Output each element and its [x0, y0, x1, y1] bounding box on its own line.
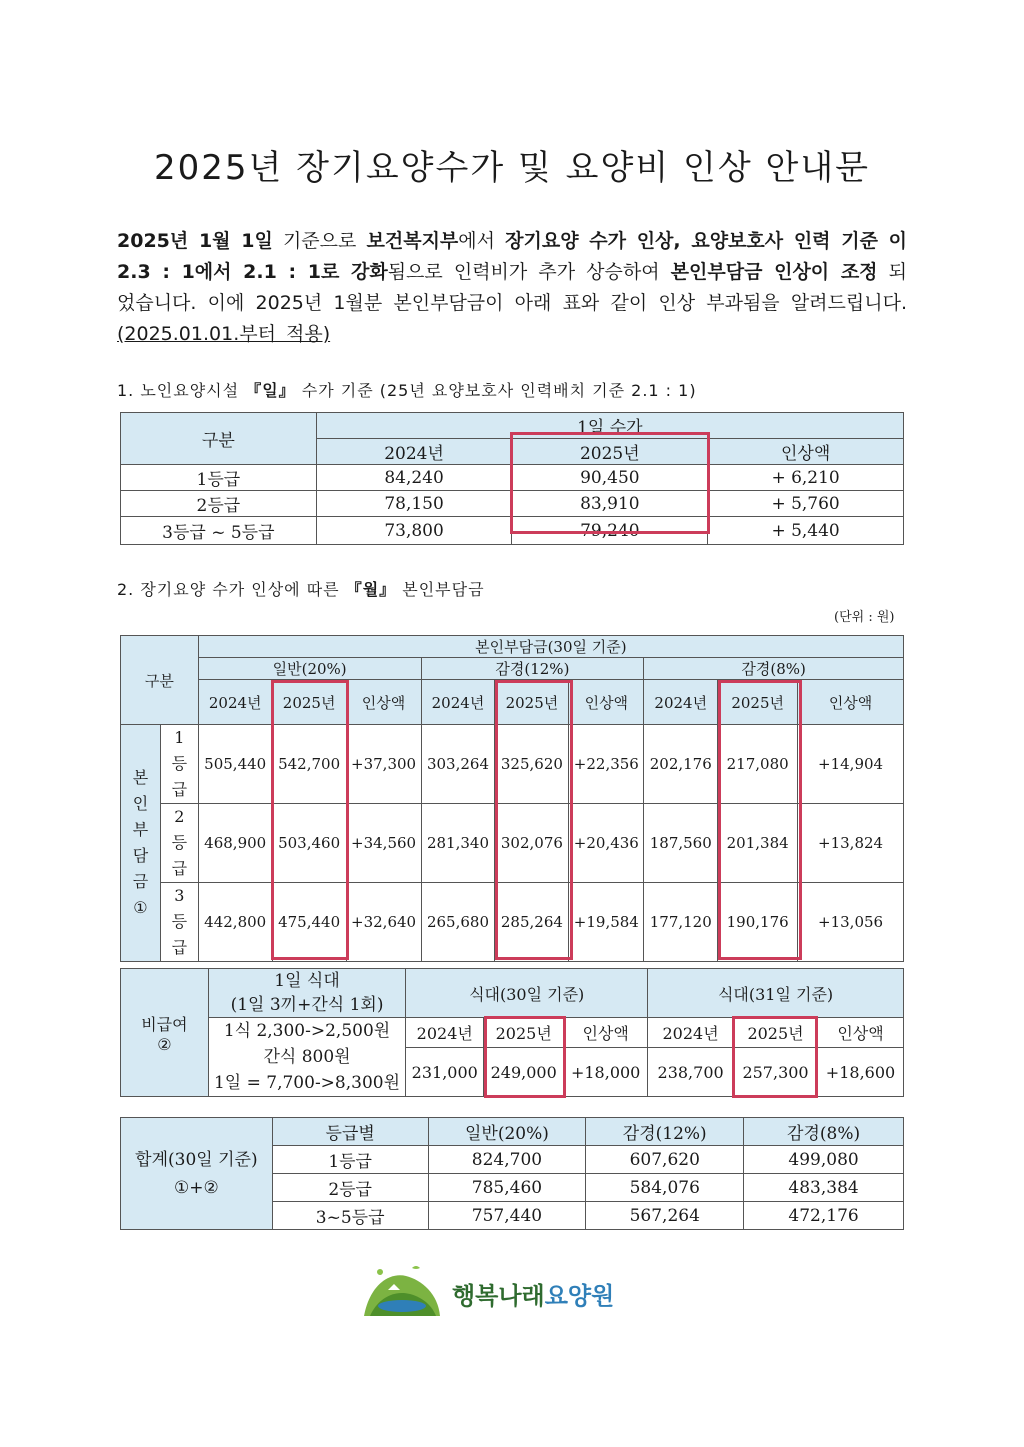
intro-text-4: 되었습니다. 이에 2025년 1월분 본인부담금이 아래 표와 같이 인상 부과됨을 알려드립니다. [117, 261, 907, 314]
t2-cell: 303,264 [421, 725, 495, 804]
table-row [121, 517, 904, 545]
table-row [121, 491, 904, 517]
t2-cell: 302,076 [495, 804, 569, 883]
t4-side-label [121, 1118, 273, 1230]
t3-col: 2025년 [734, 1018, 818, 1048]
t2-group-general: 일반(20%) [198, 658, 421, 680]
t4-header: 감경(8%) [744, 1118, 904, 1146]
section1-emph: 『일』 [245, 381, 296, 400]
t2-grade-char: 등 [171, 754, 188, 773]
t2-grade-char: 급 [171, 938, 188, 957]
t3-cell: 249,000 [484, 1048, 564, 1097]
t2-cell: 468,900 [198, 804, 272, 883]
logo-text [452, 1276, 614, 1311]
section2-suffix: 본인부담금 [396, 580, 485, 599]
t2-side-char: ① [133, 898, 148, 917]
unit-label: (단위 : 원) [834, 610, 895, 625]
intro-effective-date: (2025.01.01.부터 적용) [117, 323, 331, 345]
t1-cell: + 6,210 [708, 465, 904, 491]
intro-increase: 장기요양 수가 인상, 요양보호사 인력 기준 이 2.3 : 1에서 2.1 : 1로 강화 [117, 230, 908, 283]
section2-emph: 『월』 [345, 580, 397, 599]
t2-header-category: 구분 [121, 636, 199, 725]
t2-cell: 505,440 [198, 725, 272, 804]
t2-side-label [121, 725, 161, 962]
t1-cell: 90,450 [512, 465, 708, 491]
t3-meal-title [208, 969, 406, 1018]
t1-cell: 2등급 [121, 491, 317, 517]
t2-grade-char: 등 [171, 833, 188, 852]
t3-meal-title-line: (1일 3끼+간식 1회) [230, 995, 384, 1015]
t3-meal-line: 1일 = 7,700->8,300원 [213, 1073, 401, 1093]
section1-heading [117, 378, 697, 401]
t2-cell: 265,680 [421, 883, 495, 962]
table-row [121, 883, 904, 962]
t2-cell: +34,560 [346, 804, 421, 883]
t4-cell: 567,264 [586, 1202, 744, 1230]
t2-grade-label [160, 883, 198, 962]
t2-grade-char: 등 [171, 912, 188, 931]
t2-col: 2025년 [272, 680, 346, 725]
t2-cell: 325,620 [495, 725, 569, 804]
t4-cell: 757,440 [428, 1202, 586, 1230]
t2-col: 2025년 [718, 680, 798, 725]
t2-side-char: 담 [132, 846, 149, 865]
t1-cell: + 5,760 [708, 491, 904, 517]
document-title: 2025년 장기요양수가 및 요양비 인상 안내문 [153, 148, 871, 188]
t2-col: 2025년 [495, 680, 569, 725]
t1-header-group: 1일 수가 [316, 413, 903, 439]
t1-header-category: 구분 [121, 413, 317, 465]
logo [360, 1264, 650, 1324]
logo-name-part1: 행복나래 [452, 1282, 545, 1310]
t3-cell: 238,700 [648, 1048, 734, 1097]
t2-col: 인상액 [569, 680, 644, 725]
t3-col: 2024년 [648, 1018, 734, 1048]
t1-header-col: 2024년 [316, 439, 512, 465]
intro-date: 2025년 1월 1일 [117, 230, 273, 252]
t2-group-reduced12: 감경(12%) [421, 658, 644, 680]
section1-prefix: 1. 노인요양시설 [117, 381, 246, 400]
t2-cell: +13,056 [798, 883, 904, 962]
t2-side-char: 금 [132, 872, 149, 891]
t2-col: 인상액 [346, 680, 421, 725]
table-row [121, 725, 904, 804]
t4-side-mark: ①+② [174, 1177, 219, 1198]
logo-mark-icon [360, 1264, 444, 1324]
t3-cell: 231,000 [406, 1048, 484, 1097]
logo-name-part2: 요양원 [544, 1282, 615, 1310]
t4-cell: 472,176 [744, 1202, 904, 1230]
t2-grade-char: 급 [171, 859, 188, 878]
t2-cell: 201,384 [718, 804, 798, 883]
t1-cell: 73,800 [316, 517, 512, 545]
intro-paragraph [117, 226, 907, 350]
t2-group-reduced8: 감경(8%) [644, 658, 904, 680]
table-row [121, 465, 904, 491]
monthly-copay-table [120, 635, 904, 962]
t2-cell: 442,800 [198, 883, 272, 962]
t2-cell: +20,436 [569, 804, 644, 883]
t3-col: 인상액 [818, 1018, 904, 1048]
t1-cell: 78,150 [316, 491, 512, 517]
t4-cell: 483,384 [744, 1174, 904, 1202]
t3-col: 2024년 [406, 1018, 484, 1048]
t2-side-char: 인 [132, 794, 149, 813]
t4-cell: 499,080 [744, 1146, 904, 1174]
table-row [121, 804, 904, 883]
t3-meal-detail [208, 1018, 406, 1097]
intro-text-3: 됨으로 인력비가 추가 상승하여 [387, 261, 671, 283]
t3-cell: +18,600 [818, 1048, 904, 1097]
section1-suffix: 수가 기준 (25년 요양보호사 인력배치 기준 2.1 : 1) [295, 381, 697, 400]
t1-cell: 84,240 [316, 465, 512, 491]
t4-cell: 3~5등급 [272, 1202, 428, 1230]
t2-cell: +14,904 [798, 725, 904, 804]
t2-grade-char: 급 [171, 780, 188, 799]
t2-cell: +32,640 [346, 883, 421, 962]
t2-grade-label [160, 804, 198, 883]
t1-cell: 83,910 [512, 491, 708, 517]
t3-side-mark: ② [157, 1034, 172, 1054]
t3-cell: 257,300 [734, 1048, 818, 1097]
daily-fee-table [120, 412, 904, 545]
t4-header: 등급별 [272, 1118, 428, 1146]
t2-grade-char: 2 [174, 807, 185, 826]
intro-text-2: 에서 [458, 230, 506, 252]
t2-col: 2024년 [198, 680, 272, 725]
t4-side-text: 합계(30일 기준) [135, 1149, 258, 1170]
t3-group-30: 식대(30일 기준) [406, 969, 648, 1018]
t2-cell: 190,176 [718, 883, 798, 962]
t2-cell: +13,824 [798, 804, 904, 883]
t2-cell: 503,460 [272, 804, 346, 883]
t3-meal-line: 간식 800원 [263, 1047, 351, 1067]
meal-cost-table [120, 968, 904, 1097]
t4-cell: 584,076 [586, 1174, 744, 1202]
t4-cell: 607,620 [586, 1146, 744, 1174]
t4-header: 감경(12%) [586, 1118, 744, 1146]
t1-header-col: 인상액 [708, 439, 904, 465]
t2-cell: 281,340 [421, 804, 495, 883]
t4-cell: 785,460 [428, 1174, 586, 1202]
t2-cell: +19,584 [569, 883, 644, 962]
t2-col: 2024년 [644, 680, 718, 725]
t4-cell: 1등급 [272, 1146, 428, 1174]
t4-cell: 824,700 [428, 1146, 586, 1174]
t1-cell: 1등급 [121, 465, 317, 491]
t2-cell: 202,176 [644, 725, 718, 804]
t2-grade-char: 3 [174, 886, 185, 905]
intro-adjust: 본인부담금 인상이 조정 [670, 261, 878, 283]
t2-grade-char: 1 [174, 728, 185, 747]
t3-side-text: 비급여 [141, 1014, 188, 1034]
t2-cell: 217,080 [718, 725, 798, 804]
t4-header: 일반(20%) [428, 1118, 586, 1146]
t1-cell: 79,240 [512, 517, 708, 545]
t3-col: 2025년 [484, 1018, 564, 1048]
section2-heading [117, 577, 485, 600]
total-table [120, 1117, 904, 1230]
t3-col: 인상액 [564, 1018, 648, 1048]
t2-side-char: 부 [132, 820, 149, 839]
t3-meal-line: 1식 2,300->2,500원 [223, 1021, 391, 1041]
t1-header-col: 2025년 [512, 439, 708, 465]
t3-group-31: 식대(31일 기준) [648, 969, 904, 1018]
t2-cell: 475,440 [272, 883, 346, 962]
t2-grade-label [160, 725, 198, 804]
intro-text-1: 기준으로 [272, 230, 367, 252]
t2-cell: +22,356 [569, 725, 644, 804]
section2-prefix: 2. 장기요양 수가 인상에 따른 [117, 580, 346, 599]
t2-cell: +37,300 [346, 725, 421, 804]
t3-meal-title-line: 1일 식대 [274, 971, 340, 991]
t2-cell: 285,264 [495, 883, 569, 962]
t1-cell: 3등급 ~ 5등급 [121, 517, 317, 545]
t3-cell: +18,000 [564, 1048, 648, 1097]
t2-col: 인상액 [798, 680, 904, 725]
t1-cell: + 5,440 [708, 517, 904, 545]
t2-header-group: 본인부담금(30일 기준) [198, 636, 903, 658]
t4-cell: 2등급 [272, 1174, 428, 1202]
t2-cell: 542,700 [272, 725, 346, 804]
t2-cell: 177,120 [644, 883, 718, 962]
intro-ministry: 보건복지부 [366, 230, 459, 252]
t2-cell: 187,560 [644, 804, 718, 883]
t2-side-char: 본 [132, 768, 149, 787]
t3-side-label [121, 969, 209, 1097]
t2-col: 2024년 [421, 680, 495, 725]
